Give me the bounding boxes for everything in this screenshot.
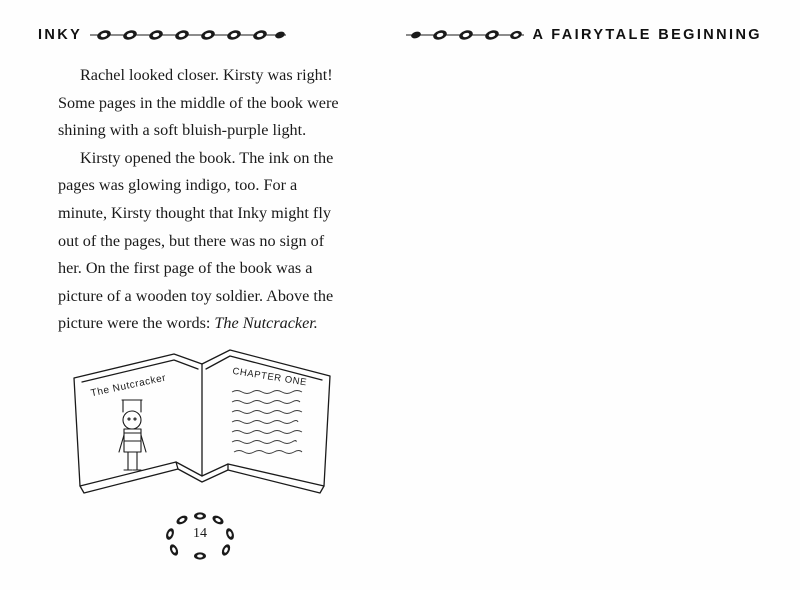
- book-title-italic: The Nutcracker.: [214, 314, 318, 333]
- running-head-right: [406, 24, 762, 46]
- paragraph-text: Kirsty opened the book. The ink on the pages was glowing indigo, too. For a minute, Kirsty thought that Inky might fly out of the pages, but there was no sign of her. On the first page of the book was a picture of a wooden toy soldier. Above the picture were the words:: [58, 148, 334, 333]
- running-head-right-text: A FAIRYTALE BEGINNING: [532, 27, 762, 43]
- running-head-left: [38, 24, 286, 46]
- leaf-vine-rule-icon: [406, 26, 524, 44]
- illustration-label-right: CHAPTER ONE: [231, 365, 308, 389]
- paragraph: [58, 145, 346, 338]
- page-number-left: 14: [193, 526, 207, 541]
- folio-left: [140, 510, 260, 562]
- illustration-label-left: The Nutcracker: [89, 372, 168, 400]
- paragraph: Rachel looked closer. Kirsty was right! Some pages in the middle of the book were shining with a soft bluish-purple light.: [58, 66, 339, 140]
- left-page-body: [58, 62, 346, 338]
- running-head-left-text: INKY: [38, 27, 83, 43]
- open-book-illustration: [62, 336, 342, 511]
- right-page: [400, 0, 800, 590]
- leaf-vine-rule-icon: [90, 26, 286, 44]
